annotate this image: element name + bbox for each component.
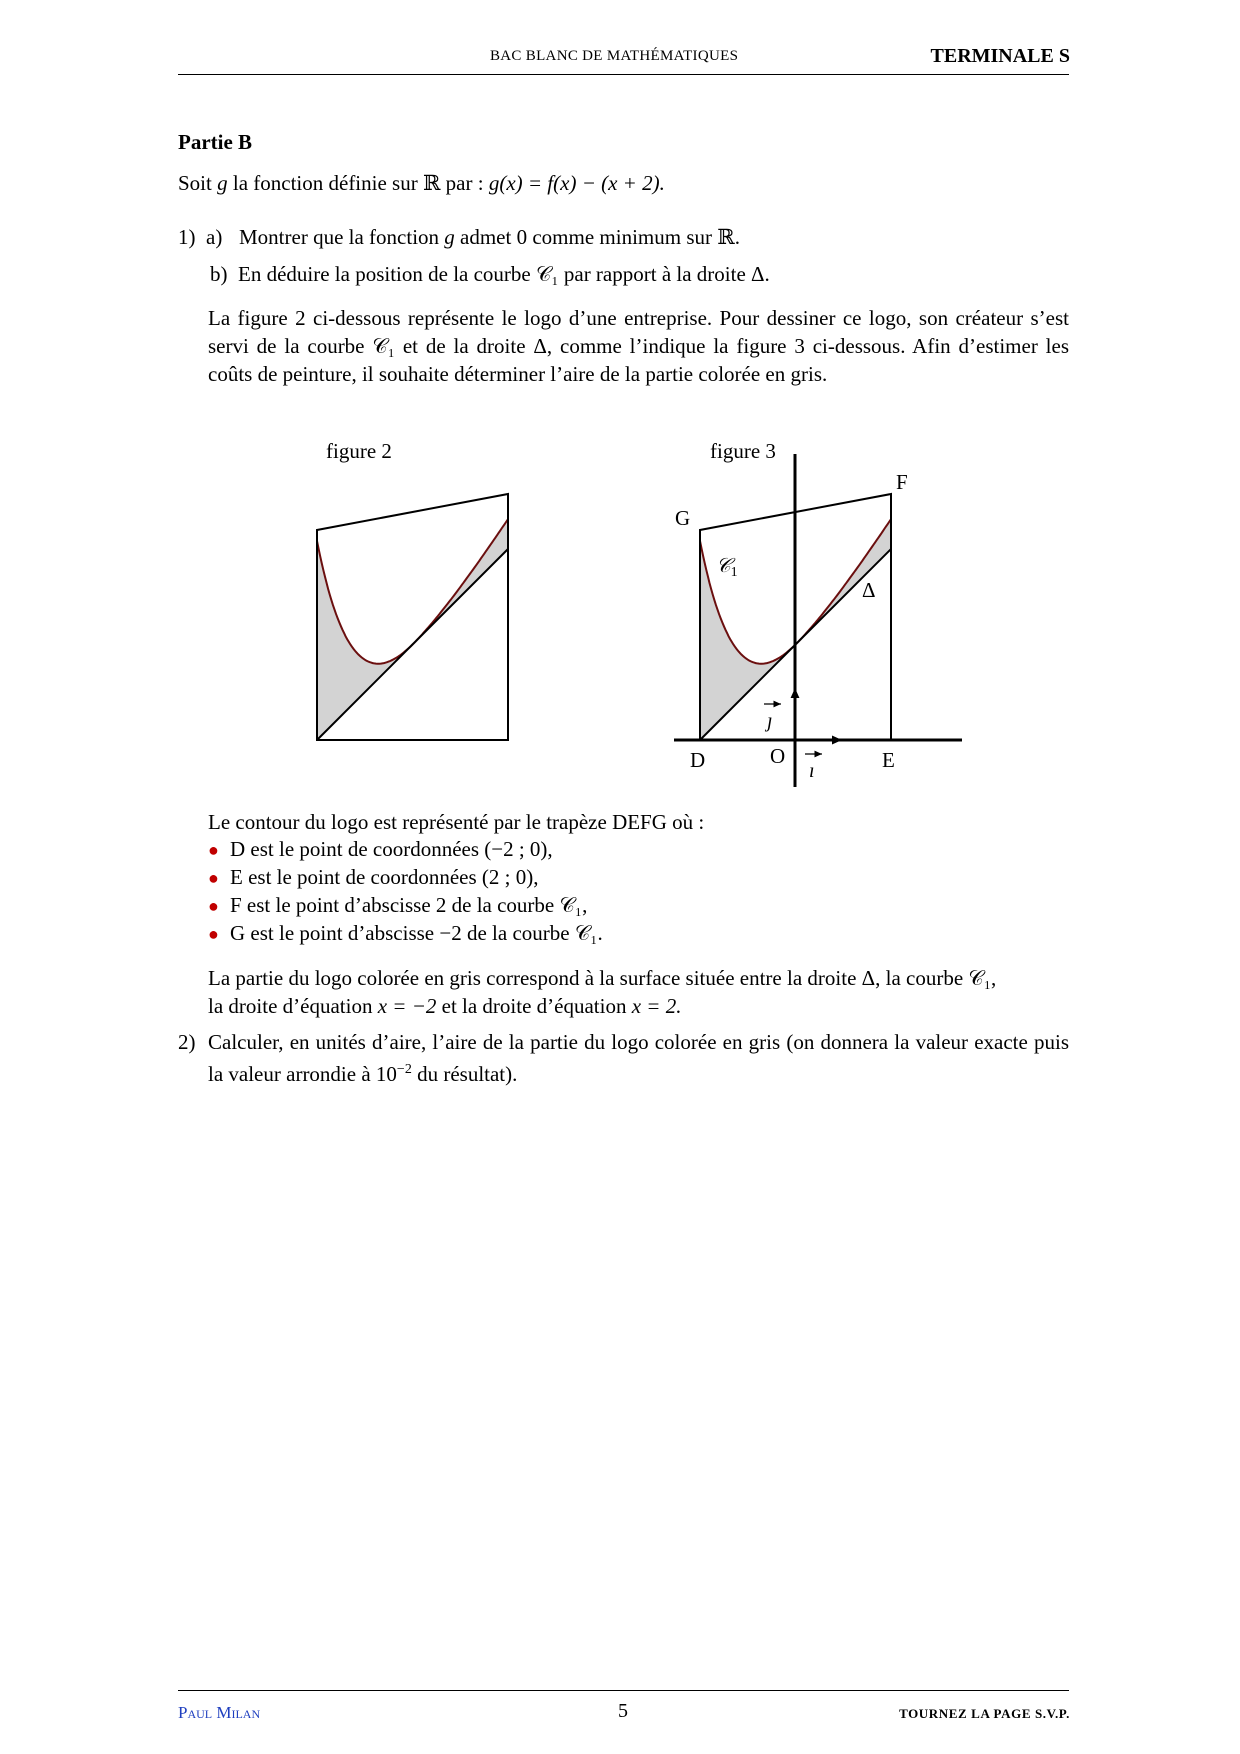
bullet-dot: ● [208,896,219,916]
intro-formula: g(x) = f(x) − (x + 2). [488,171,665,195]
figures-area [0,0,1240,800]
header-title: BAC BLANC DE MATHÉMATIQUES [490,48,739,64]
contour-item-text: D est le point de coordonnées (−2 ; 0), [230,837,553,861]
line2-pre: la droite d’équation [208,994,378,1018]
intro-pre: Soit [178,171,218,195]
delta-label: Δ [862,578,876,602]
point-E-label: E [882,748,895,772]
header-class-text: TERMINALE S [930,45,1070,67]
point-G-label: G [675,506,691,530]
line2-eq2: x = 2. [631,994,682,1018]
bullet-dot: ● [208,868,219,888]
gray-region-line-2 [208,992,1069,1020]
q2-number: 2) [178,1030,196,1054]
figure-3 [674,439,962,787]
question-2-text [208,1028,1069,1088]
q2-exponent: −2 [396,1062,412,1077]
section-title: Partie B [178,130,253,154]
footer-turn-page: TOURNEZ LA PAGE S.V.P. [899,1706,1070,1721]
q1-number: 1) [178,225,196,249]
contour-item-text: E est le point de coordonnées (2 ; 0), [230,865,539,889]
curve-C1-index: 1 [730,565,738,580]
line2-eq1: x = −2 [377,994,437,1018]
q1a-var: g [444,225,455,249]
figure-2-label: figure 2 [326,439,392,463]
footer-rule [178,1690,1069,1691]
point-F-label: F [896,470,908,494]
logo-description-paragraph: La figure 2 ci-dessous représente le logo d’une entreprise. Pour dessiner ce logo, son créateur s’est servi de la courbe 𝒞₁ et de la droite Δ, comme l’indique la figure 3 ci-dessous. Afin d’estimer les coûts de peinture, il souhaite déterminer l’aire de la partie colorée en gris. [208,306,1069,386]
q1a-post: admet 0 comme minimum sur ℝ. [454,225,740,249]
contour-item-text: G est le point d’abscisse −2 de la courbe 𝒞₁. [230,921,603,945]
contour-item-f [208,891,587,920]
contour-item-g [208,919,603,948]
q2-post: du résultat). [411,1062,518,1086]
origin-O-label: O [770,744,786,768]
intro-mid: la fonction définie sur ℝ par : [227,171,489,195]
footer-page-number: 5 [618,1700,628,1722]
curve-C1-label [716,555,738,580]
q1b-text: En déduire la position de la courbe 𝒞₁ par rapport à la droite Δ. [238,262,770,286]
bullet-dot: ● [208,924,219,944]
contour-intro: Le contour du logo est représenté par le trapèze DEFG où : [208,810,705,834]
figure-3-label: figure 3 [710,439,776,463]
footer-author: Paul Milan [178,1703,261,1722]
curve-C1-letter: 𝒞 [716,555,731,577]
q2-pre: Calculer, en unités d’aire, l’aire de la partie du logo colorée en gris (on donnera la valeur exacte puis la valeur arrondie à 10 [208,1030,1069,1086]
point-D-label: D [690,748,706,772]
q1a-label: a) [206,225,223,249]
contour-item-d [208,835,553,864]
question-2-number [178,1028,196,1056]
vector-j-label: ȷ [767,710,773,732]
gray-region-line-1: La partie du logo colorée en gris correspond à la surface située entre la droite Δ, la courbe 𝒞₁, [208,966,997,990]
figure-2-gray-region [317,519,508,740]
vector-i-label: ı [809,760,815,782]
contour-item-text: F est le point d’abscisse 2 de la courbe 𝒞₁, [230,893,588,917]
line2-mid: et la droite d’équation [436,994,632,1018]
intro-var-g: g [217,171,228,195]
q1a-pre: Montrer que la fonction [239,225,445,249]
contour-item-e [208,863,539,892]
q1b-label: b) [210,262,228,286]
gray-region-paragraph [208,964,1069,1020]
bullet-dot: ● [208,840,219,860]
figure-2 [317,439,508,740]
